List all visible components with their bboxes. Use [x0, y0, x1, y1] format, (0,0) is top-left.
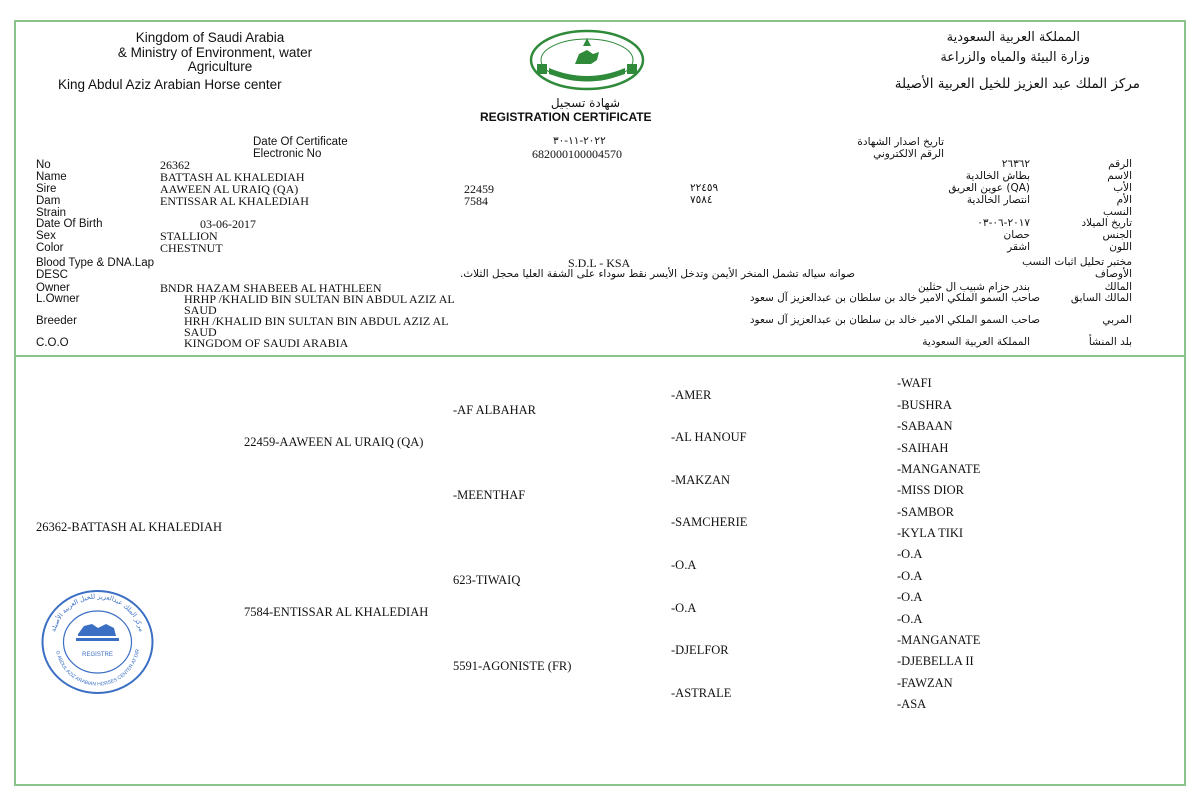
pedigree-gen4-6: -MISS DIOR [897, 483, 965, 497]
pedigree-gen4-1: -WAFI [897, 376, 932, 390]
stamp-text-bottom: G ABDUL AZIZ ARABIAN HORSES CENTER AT DIR [54, 648, 142, 688]
l-owner-value-line1: HRHP /KHALID BIN SULTAN BIN ABDUL AZIZ AL [184, 292, 455, 306]
dam-label: Dam [36, 195, 61, 207]
sire-reg-ar: ٢٢٤٥٩ [690, 182, 719, 194]
pedigree-gen4-10: -O.A [897, 569, 923, 583]
blood-type-value: S.D.L - KSA [568, 256, 631, 270]
coo-ar-label: بلد المنشأ [1088, 336, 1132, 348]
no-label: No [36, 159, 51, 171]
date-of-certificate-value: ٢٠٢٢-١١-٣٠ [553, 135, 606, 147]
owner-label: Owner [36, 282, 70, 294]
l-owner-ar-label: المالك السابق [1070, 292, 1132, 304]
breeder-label: Breeder [36, 315, 77, 327]
dam-reg: 7584 [464, 194, 488, 208]
header-ar-line1: المملكة العربية السعودية [946, 30, 1080, 45]
breeder-value-line2: SAUD [184, 325, 217, 339]
blood-type-ar-label: مختبر تحليل اثبات النسب [1022, 256, 1132, 268]
sex-ar-value: حصان [1003, 229, 1030, 241]
l-owner-value-line2: SAUD [184, 303, 217, 317]
pedigree-sire: 22459-AAWEEN AL URAIQ (QA) [244, 435, 424, 449]
pedigree-gen4-5: -MANGANATE [897, 462, 981, 476]
owner-ar-label: المالك [1104, 281, 1132, 293]
header-en-line3: Agriculture [187, 59, 253, 74]
pedigree-gen4-9: -O.A [897, 547, 923, 561]
color-label: Color [36, 242, 64, 254]
pedigree-gen4-2: -BUSHRA [897, 398, 952, 412]
pedigree-gen4-7: -SAMBOR [897, 505, 954, 519]
section-divider [14, 355, 1186, 357]
pedigree-gen4-11: -O.A [897, 590, 923, 604]
title-ar: شهادة تسجيل [550, 96, 620, 110]
strain-label: Strain [36, 207, 67, 219]
desc-ar-label: الأوصاف [1095, 268, 1132, 280]
pedigree-gen4-16: -ASA [897, 697, 927, 711]
pedigree-gen4-3: -SABAAN [897, 419, 953, 433]
breeder-ar-value: صاحب السمو الملكي الامير خالد بن سلطان بن عبدالعزيز آل سعود [749, 314, 1040, 326]
sire-reg: 22459 [464, 182, 494, 196]
color-value: CHESTNUT [160, 241, 223, 255]
name-ar-value: بطاش الخالدية [965, 170, 1030, 182]
no-value: 26362 [160, 158, 190, 172]
color-ar-label: اللون [1109, 241, 1132, 253]
dam-reg-ar: ٧٥٨٤ [690, 194, 713, 206]
pedigree-gen3-4: -SAMCHERIE [671, 515, 748, 529]
name-value: BATTASH AL KHALEDIAH [160, 170, 305, 184]
coo-label: C.O.O [36, 337, 69, 349]
desc-ar-value: صوانه سياله تشمل المنخر الأيمن وتدخل الأيسر نقط سوداء على الشفة العليا محجل الثلاث. [459, 268, 855, 280]
sire-ar-label: الأب [1113, 182, 1132, 194]
pedigree-gen2-2: -MEENTHAF [453, 488, 526, 502]
sex-label: Sex [36, 230, 56, 242]
pedigree-gen3-5: -O.A [671, 558, 697, 572]
dob-label: Date Of Birth [36, 218, 103, 230]
strain-ar-label: النسب [1103, 206, 1132, 218]
l-owner-ar-value: صاحب السمو الملكي الامير خالد بن سلطان بن عبدالعزيز آل سعود [749, 292, 1040, 304]
sire-label: Sire [36, 183, 57, 195]
pedigree-gen4-4: -SAIHAH [897, 441, 949, 455]
blood-type-label: Blood Type & DNA.Lap [36, 257, 155, 269]
date-of-certificate-label: Date Of Certificate [253, 136, 348, 148]
date-of-certificate-ar-label: تاريخ اصدار الشهادة [857, 136, 944, 148]
header-en-line2: & Ministry of Environment, water [117, 45, 313, 60]
no-ar-label: الرقم [1108, 158, 1132, 170]
title-en: REGISTRATION CERTIFICATE [480, 110, 652, 124]
stamp-center-text: REGISTRE [82, 652, 113, 658]
pedigree-gen3-1: -AMER [671, 388, 712, 402]
owner-value: BNDR HAZAM SHABEEB AL HATHLEEN [160, 281, 382, 295]
header-en-line4: King Abdul Aziz Arabian Horse center [58, 77, 282, 92]
electronic-no-value: 682000100004570 [532, 147, 622, 161]
pedigree-gen2-3: 623-TIWAIQ [453, 573, 521, 587]
pedigree-dam: 7584-ENTISSAR AL KHALEDIAH [244, 605, 429, 619]
pedigree-gen3-6: -O.A [671, 601, 697, 615]
pedigree-gen3-8: -ASTRALE [671, 686, 732, 700]
pedigree-gen4-15: -FAWZAN [897, 676, 953, 690]
name-label: Name [36, 171, 67, 183]
sire-ar-value: (QA) عوين العريق [948, 182, 1030, 194]
sex-value: STALLION [160, 229, 218, 243]
name-ar-label: الاسم [1107, 170, 1132, 182]
pedigree-gen2-1: -AF ALBAHAR [453, 403, 536, 417]
coo-ar-value: المملكة العربية السعودية [922, 336, 1030, 348]
dob-ar-value: ٢٠١٧-٠٦-٠٣ [977, 217, 1030, 229]
pedigree-horse: 26362-BATTASH AL KHALEDIAH [36, 520, 223, 534]
pedigree-gen4-12: -O.A [897, 612, 923, 626]
no-ar-value: ٢٦٣٦٢ [1001, 158, 1030, 170]
sex-ar-label: الجنس [1102, 229, 1132, 241]
svg-text:مركز الملك عبدالعزيز للخيل الع [49, 592, 145, 632]
dam-ar-label: الأم [1116, 194, 1132, 206]
pedigree-gen4-8: -KYLA TIKI [897, 526, 964, 540]
dam-ar-value: انتصار الخالدية [966, 194, 1030, 206]
registry-stamp [40, 588, 155, 696]
desc-label: DESC [36, 269, 68, 281]
pedigree-gen4-13: -MANGANATE [897, 633, 981, 647]
dob-ar-label: تاريخ الميلاد [1081, 217, 1132, 229]
ministry-logo [527, 28, 647, 92]
header-en-line1: Kingdom of Saudi Arabia [135, 30, 285, 45]
breeder-value-line1: HRH /KHALID BIN SULTAN BIN ABDUL AZIZ AL [184, 314, 449, 328]
pedigree-gen3-3: -MAKZAN [671, 473, 731, 487]
stamp-text-top: مركز الملك عبدالعزيز للخيل العربية الأصيلة [49, 592, 146, 633]
l-owner-label: L.Owner [36, 293, 80, 305]
dam-value: ENTISSAR AL KHALEDIAH [160, 194, 309, 208]
pedigree-gen2-4: 5591-AGONISTE (FR) [453, 659, 572, 673]
color-ar-value: اشقر [1007, 241, 1030, 253]
dob-value: 03-06-2017 [200, 217, 256, 231]
pedigree-gen3-2: -AL HANOUF [671, 430, 747, 444]
owner-ar-value: بندر حزام شبيب ال حثلين [917, 281, 1030, 293]
header-ar-line3: مركز الملك عبد العزيز للخيل العربية الأصيلة [894, 76, 1140, 92]
coo-value: KINGDOM OF SAUDI ARABIA [184, 336, 349, 350]
pedigree-gen3-7: -DJELFOR [671, 643, 729, 657]
pedigree-gen4-14: -DJEBELLA II [897, 654, 974, 668]
electronic-no-label: Electronic No [253, 148, 322, 160]
sire-value: AAWEEN AL URAIQ (QA) [160, 182, 299, 196]
breeder-ar-label: المربي [1102, 314, 1132, 326]
header-ar-line2: وزارة البيئة والمياه والزراعة [940, 50, 1090, 65]
electronic-no-ar-label: الرقم الالكتروني [873, 148, 944, 160]
